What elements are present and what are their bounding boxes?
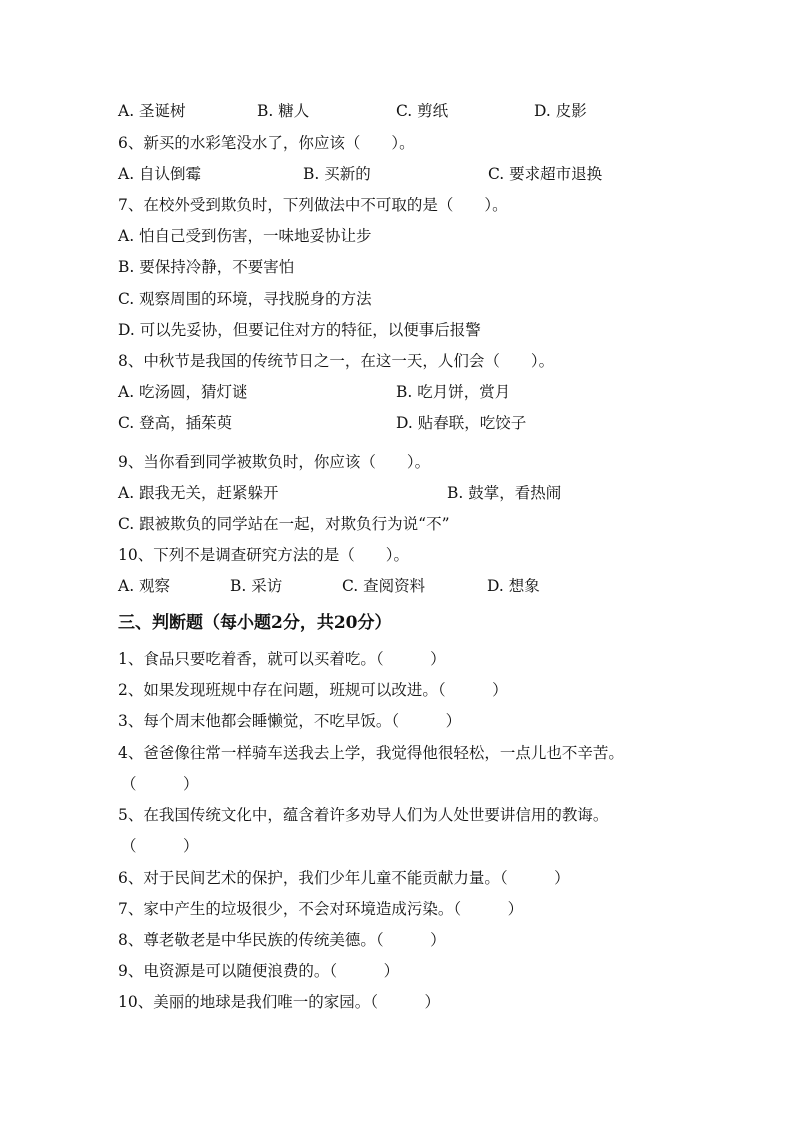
q7-option-d: D. 可以先妥协，但要记住对方的特征，以便事后报警 (118, 321, 481, 339)
q8-option-c: C. 登高，插茱萸 (118, 414, 233, 432)
q7-option-a: A. 怕自己受到伤害，一味地妥协让步 (118, 227, 372, 245)
q8-question: 8、中秋节是我国的传统节日之一，在这一天，人们会（ ）。 (118, 352, 555, 370)
q6-option-c: C. 要求超市退换 (488, 165, 603, 183)
q10-option-b: B. 采访 (230, 577, 283, 595)
judge-item-2: 2、如果发现班规中存在问题，班规可以改进。（ ） (118, 681, 508, 699)
judge-item-3: 3、每个周末他都会睡懒觉，不吃早饭。（ ） (118, 712, 462, 730)
judge-item-4: 4、爸爸像往常一样骑车送我去上学，我觉得他很轻松，一点儿也不辛苦。 (118, 744, 624, 762)
q7-question: 7、在校外受到欺负时，下列做法中不可取的是（ ）。 (118, 196, 508, 214)
q9-question: 9、当你看到同学被欺负时，你应该（ ）。 (118, 453, 431, 471)
q5-option-a: A. 圣诞树 (118, 102, 186, 120)
q10-option-c: C. 查阅资料 (342, 577, 426, 595)
q5-option-c: C. 剪纸 (396, 102, 449, 120)
q5-option-d: D. 皮影 (534, 102, 587, 120)
q7-option-c: C. 观察周围的环境，寻找脱身的方法 (118, 290, 372, 308)
q6-option-b: B. 买新的 (303, 165, 371, 183)
q9-option-c: C. 跟被欺负的同学站在一起，对欺负行为说“不” (118, 515, 450, 533)
judge-item-10: 10、美丽的地球是我们唯一的家园。（ ） (118, 993, 440, 1011)
judge-item-1: 1、食品只要吃着香，就可以买着吃。（ ） (118, 650, 446, 668)
q5-option-b: B. 糖人 (257, 102, 310, 120)
judge-item-5-bracket: （ ） (121, 837, 199, 855)
judge-item-4-bracket: （ ） (121, 775, 199, 793)
q8-option-a: A. 吃汤圆，猜灯谜 (118, 383, 248, 401)
q10-question: 10、下列不是调查研究方法的是（ ）。 (118, 546, 409, 564)
q9-option-a: A. 跟我无关，赶紧躲开 (118, 484, 279, 502)
section-3-heading: 三、判断题（每小题2分，共20分） (118, 613, 392, 633)
q8-option-b: B. 吃月饼，赏月 (396, 383, 511, 401)
q6-question: 6、新买的水彩笔没水了，你应该（ ）。 (118, 134, 415, 152)
judge-item-7: 7、家中产生的垃圾很少，不会对环境造成污染。（ ） (118, 900, 524, 918)
q9-option-b: B. 鼓掌，看热闹 (447, 484, 562, 502)
q10-option-d: D. 想象 (487, 577, 540, 595)
q6-option-a: A. 自认倒霉 (118, 165, 202, 183)
q7-option-b: B. 要保持冷静，不要害怕 (118, 258, 295, 276)
judge-item-9: 9、电资源是可以随便浪费的。（ ） (118, 962, 400, 980)
judge-item-8: 8、尊老敬老是中华民族的传统美德。（ ） (118, 931, 446, 949)
judge-item-5: 5、在我国传统文化中，蕴含着许多劝导人们为人处世要讲信用的教诲。 (118, 806, 609, 824)
q8-option-d: D. 贴春联，吃饺子 (396, 414, 527, 432)
judge-item-6: 6、对于民间艺术的保护，我们少年儿童不能贡献力量。（ ） (118, 869, 570, 887)
q10-option-a: A. 观察 (118, 577, 171, 595)
